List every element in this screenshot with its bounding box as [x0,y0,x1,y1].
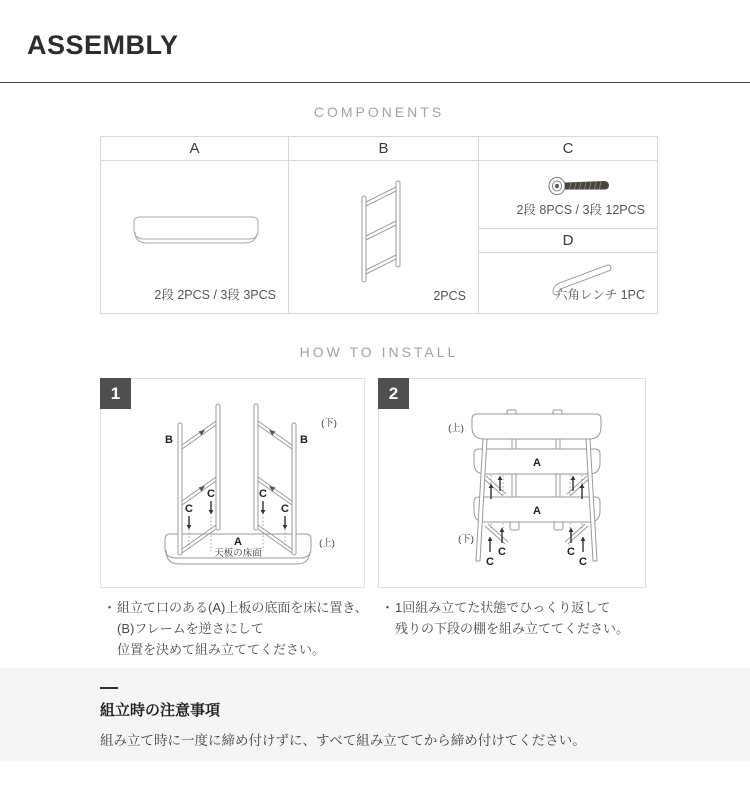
step1-label-surface: 天板の床面 [214,548,262,559]
step-2-caption-line-1: 1回組み立てた状態でひっくり返して [395,600,611,615]
bolt-icon [547,173,613,199]
frame-icon [346,175,422,293]
step1-label-c4: C [281,503,289,515]
component-b-header: B [289,137,479,161]
step1-label-b-left: B [165,434,173,446]
step-1-caption-line-2: (B)フレームを逆さにして [117,621,264,636]
step-1-caption [103,597,371,660]
step2-label-c3: C [567,546,575,558]
notice-dash [100,687,118,689]
step-2-badge: 2 [378,378,409,409]
step2-label-a-lower: A [533,505,541,517]
component-c-cell [479,161,657,229]
component-b-qty: 2PCS [433,289,466,303]
components-heading: COMPONENTS [313,104,445,120]
step-1-caption-line-1: 組立て口のある(A)上板の底面を床に置き、 [117,600,368,615]
notice-heading: 組立時の注意事項 [100,702,221,719]
step1-label-c1: C [185,503,193,515]
step2-label-a-upper: A [533,457,541,469]
notice-body: 組み立て時に一度に締め付けずに、すべて組み立ててから締め付けてください。 [100,733,586,748]
component-d-qty: 六角レンチ 1PC [555,288,645,302]
shelf-board-icon [131,215,263,247]
step2-label-c1: C [486,556,494,568]
component-a-qty: 2段 2PCS / 3段 3PCS [154,288,276,302]
step2-label-c4: C [579,556,587,568]
step-1-panel [100,378,365,588]
step-1-caption-line-3: 位置を決めて組み立ててください。 [117,642,326,657]
step1-label-c3: C [259,488,267,500]
title-divider [0,82,750,83]
component-d-cell [479,253,657,313]
install-heading: HOW TO INSTALL [299,344,459,360]
step2-mark-top: (上) [448,423,464,434]
step1-mark-bottom: (上) [319,538,335,549]
page-title: ASSEMBLY [27,30,179,60]
step2-mark-bottom: (下) [458,534,474,545]
component-a-cell [101,161,289,313]
step1-label-a: A [234,536,242,548]
step-1-badge: 1 [100,378,131,409]
step-1-diagram [101,379,364,587]
step-2-caption-line-2: 残りの下段の棚を組み立ててください。 [395,621,630,636]
step2-label-c2: C [498,546,506,558]
component-a-header: A [101,137,289,161]
component-c-qty: 2段 8PCS / 3段 12PCS [516,203,645,217]
notice-section [0,668,750,761]
step-1-bullet: ・ [103,600,117,615]
step1-label-b-right: B [300,434,308,446]
step1-label-c2: C [207,488,215,500]
step-2-caption [381,597,649,639]
components-table [100,136,658,314]
step-2-panel [378,378,646,588]
component-d-header: D [479,229,657,253]
step1-mark-top: (下) [321,418,337,429]
component-c-header: C [479,137,657,161]
component-b-cell [289,161,479,313]
step-2-diagram [379,379,645,587]
step-2-bullet: ・ [381,600,395,615]
